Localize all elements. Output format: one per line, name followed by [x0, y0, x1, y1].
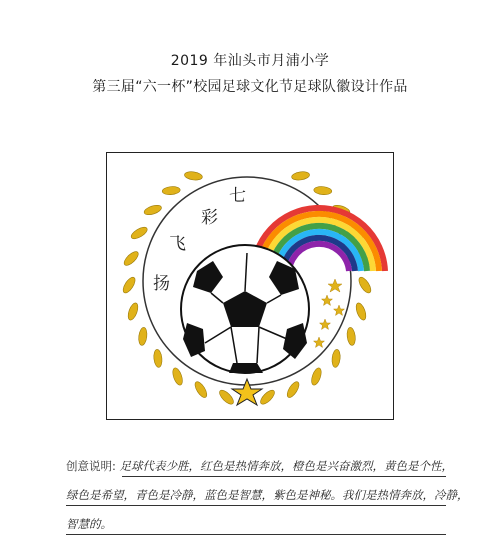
- small-stars: [314, 279, 345, 348]
- design-description: [66, 452, 469, 539]
- description-label: 创意说明:: [66, 459, 116, 473]
- laurel-leaf: [153, 349, 163, 368]
- laurel-leaf: [162, 186, 181, 196]
- soccer-ball-icon: [181, 245, 309, 373]
- underline: [122, 476, 446, 477]
- laurel-leaf: [310, 367, 323, 387]
- laurel-leaf: [357, 275, 374, 294]
- laurel-leaf: [143, 203, 163, 216]
- laurel-leaf: [138, 327, 148, 346]
- header-line-2: 第三届“六一杯”校园足球文化节足球队徽设计作品: [92, 79, 408, 95]
- header-line-1: 2019 年汕头市月浦小学: [170, 53, 330, 69]
- laurel-leaf: [121, 275, 138, 294]
- laurel-leaf: [258, 388, 276, 406]
- underline: [66, 505, 446, 506]
- laurel-leaf: [126, 302, 140, 322]
- emblem-artwork: [107, 153, 393, 419]
- laurel-leaf: [217, 388, 235, 406]
- description-line-2: [66, 481, 469, 510]
- laurel-leaf: [354, 302, 368, 322]
- emblem-frame: [106, 152, 394, 420]
- description-text-2: 绿色是希望，青色是冷静，蓝色是智慧，紫色是神秘。我们是热情奔放，冷静，: [66, 488, 469, 502]
- laurel-leaf: [122, 249, 141, 267]
- star-icon: [232, 379, 262, 405]
- laurel-leaf: [313, 186, 332, 196]
- emblem-char-fei: 飞: [169, 234, 186, 254]
- emblem-char-cai: 彩: [201, 208, 218, 228]
- description-text-1: 足球代表少胜，红色是热情奔放，橙色是兴奋激烈，黄色是个性，: [119, 459, 454, 473]
- laurel-leaf: [171, 367, 184, 387]
- laurel-leaf: [285, 380, 301, 400]
- description-text-3: 智慧的。: [66, 517, 112, 531]
- laurel-leaf: [331, 349, 341, 368]
- laurel-leaf: [346, 327, 356, 346]
- laurel-leaf: [193, 380, 209, 400]
- emblem-char-yang: 扬: [153, 274, 170, 294]
- laurel-leaf: [184, 171, 203, 181]
- description-line-1: [66, 452, 454, 481]
- laurel-leaf: [129, 225, 149, 241]
- emblem-char-qi: 七: [229, 186, 246, 206]
- description-line-3: [66, 510, 446, 539]
- laurel-leaf: [291, 171, 310, 181]
- underline: [66, 534, 446, 535]
